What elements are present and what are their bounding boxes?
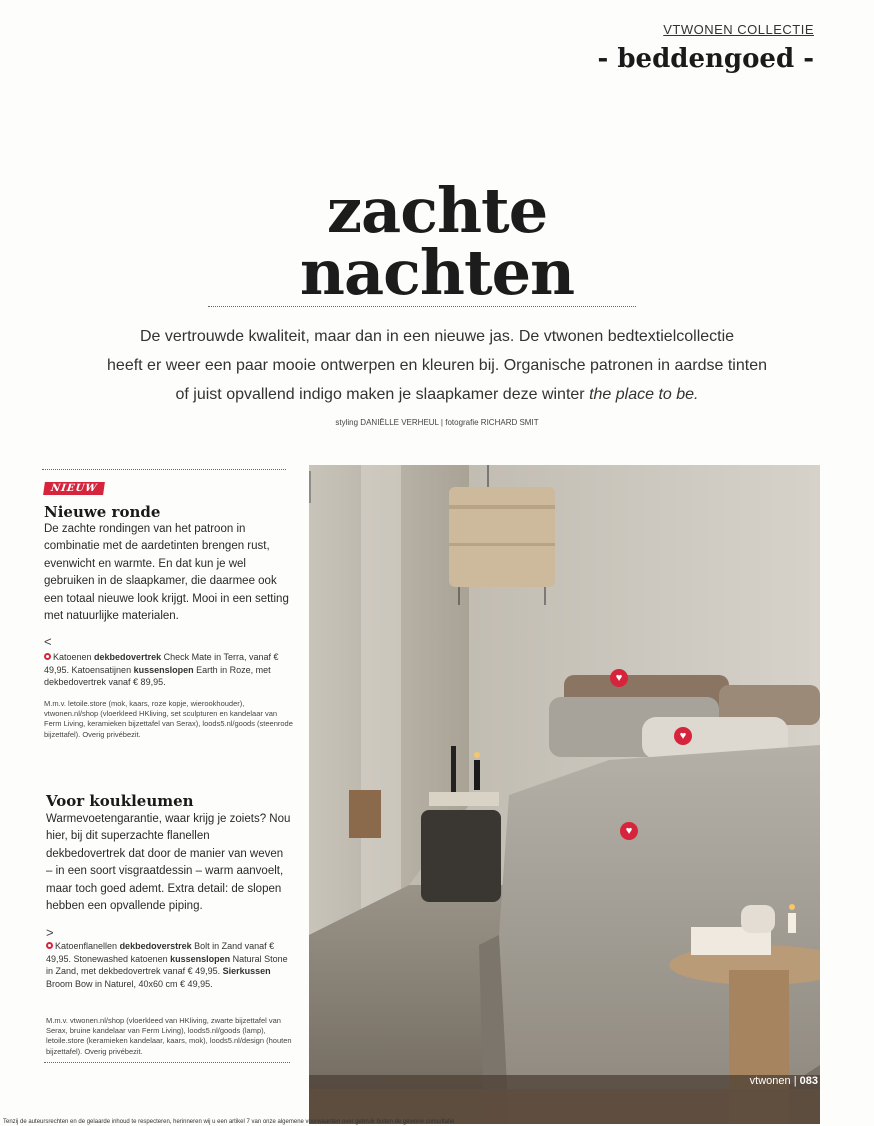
arrow-right: > [46,925,54,940]
column-divider-bottom [44,1062,290,1063]
page-title [0,174,874,309]
title-line-2: nachten [299,236,575,309]
folio-brand: vtwonen [749,1075,791,1087]
hotspot-heart-icon[interactable] [610,669,628,687]
intro-emphasis: the place to be. [589,386,699,403]
block-2-products [46,940,291,990]
series-label: VTWONEN COLLECTIE [663,22,814,37]
prod-text: Katoenflanellen [55,941,120,951]
column-divider-top [42,469,286,470]
intro-line-3 [70,380,804,409]
intro-line-3-text: of juist opvallend indigo maken je slaapkamer deze winter [175,386,590,403]
intro-line-1: De vertrouwde kwaliteit, maar dan in een nieuwe jas. De vtwonen bedtextielcollectie [139,328,735,345]
new-badge: NIEUW [43,482,105,495]
block-2-heading: Voor koukleumen [46,792,194,810]
intro-line-2: heeft er weer een paar mooie ontwerpen en kleuren bij. Organische patronen in aardse tinten [107,357,767,374]
credits: styling DANIËLLE VERHEUL | fotografie RICHARD SMIT [335,418,539,427]
bedroom-illustration [309,465,820,1124]
block-1-heading: Nieuwe ronde [44,503,161,521]
block-1-products [44,651,289,689]
intro-paragraph [70,322,804,409]
block-1-credits-note: M.m.v. letoile.store (mok, kaars, roze kopje, wierookhouder), vtwonen.nl/shop (vloerkleed HKliving, set sculpturen en kandelaar van Ferm Living, keramieken bijzettafel van Serax), loods5.nl/goods (steenrode bijzettafel). Overig privébezit. [44,699,293,739]
prod-text: Broom Bow in Naturel, 40x60 cm € 49,95. [46,978,213,989]
prod-text: Katoenen [53,652,95,662]
prod-text: Bolt in Zand vanaf € 49,95. Stonewashed katoenen [46,941,275,964]
block-2-credits-note: M.m.v. vtwonen.nl/shop (vloerkleed van HKliving, zwarte bijzettafel van Serax, bruine kandelaar van Ferm Living), loods5.nl/goods (lamp), letoile.store (keramieken kandelaar, kaars, mok), loods5.nl/design (houten bijzettafel). Overig privébezit. [46,1016,292,1056]
title-divider [208,306,636,307]
prod-bold: dekbedoverstrek [119,941,192,951]
prod-text: Check Mate in Terra, vanaf € 49,95. Katoensatijnen [44,652,279,675]
heart-bullet-icon [46,942,53,949]
arrow-left: < [44,634,52,649]
prod-bold: kussenslopen [170,953,231,964]
prod-bold: dekbedovertrek [94,652,162,662]
block-1-body: De zachte rondingen van het patroon in combinatie met de aardetinten brengen rust, evenwicht en warmte. En dat kun je wel gebruiken in de slaapkamer, die daarmee ook een totaal nieuwe look krijgt. Mooi in een setting met natuurlijke materialen. [44,523,289,623]
title-line-1: zachte [326,174,548,247]
hotspot-heart-icon[interactable] [674,727,692,745]
section-title: - beddengoed - [597,44,814,74]
bedroom-photo [309,465,820,1124]
footer-disclaimer: Tenzij de auteursrechten en de gelaarde inhoud te respecteren, herinneren wij u een artikel 7 van onze algemene voorwaarden over gebruik buiten de gewone consultatie [3,1119,455,1125]
page-folio: vtwonen | 083 [749,1075,818,1087]
prod-text: Natural Stone in Zand, met dekbedovertrek vanaf € 49,95. [46,953,288,976]
heart-bullet-icon [44,653,51,660]
prod-text: Earth in Roze, met dekbedovertrek vanaf € 89,95. [44,664,271,687]
prod-bold: kussenslopen [133,664,194,675]
block-2-body: Warmevoetengarantie, waar krijg je zoiets? Nou hier, bij dit superzachte flanellen dekbedovertrek dat door de manier van weven – in een soort visgraatdessin – warm aanvoelt, maar toch goed ademt. Extra detail: de slopen hebben een opvallende piping. [46,813,291,913]
hotspot-heart-icon[interactable] [620,822,638,840]
prod-bold: Sierkussen [222,966,271,976]
folio-page: 083 [799,1075,818,1087]
